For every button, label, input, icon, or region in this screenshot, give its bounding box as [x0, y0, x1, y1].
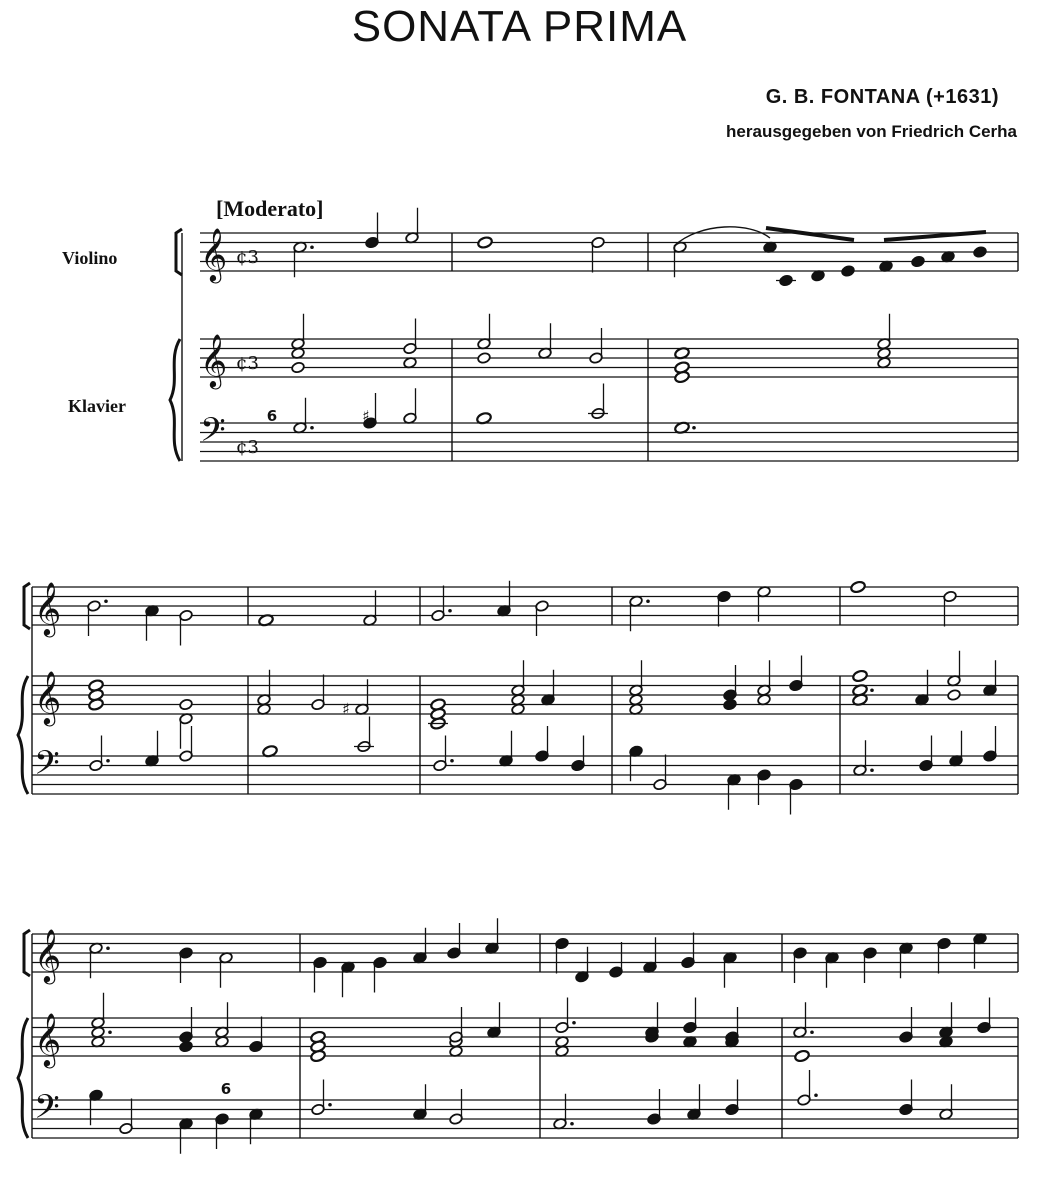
note [341, 961, 355, 997]
time-signature: ¢3 [236, 436, 259, 458]
augmentation-dot [108, 1030, 112, 1034]
bass-clef-icon: 𝄢 [34, 1088, 60, 1135]
piano-right-staff [32, 676, 1018, 714]
note [725, 1080, 739, 1116]
note [553, 1094, 567, 1130]
note [757, 660, 771, 696]
note [757, 769, 771, 805]
note [293, 398, 307, 434]
note [89, 1089, 103, 1125]
piano-left-staff [200, 423, 1018, 461]
note [179, 1118, 193, 1154]
note [852, 669, 868, 682]
note [673, 241, 687, 277]
note [449, 1089, 463, 1125]
note [431, 586, 445, 622]
augmentation-dot [106, 759, 110, 763]
note [653, 755, 667, 791]
note [313, 956, 327, 992]
note [293, 241, 307, 277]
note [717, 590, 731, 626]
note [179, 698, 193, 710]
note [841, 265, 855, 277]
bass-clef-icon: 𝄢 [34, 744, 60, 791]
augmentation-dot [570, 1122, 574, 1126]
notehead-icon [477, 352, 491, 364]
note [983, 726, 997, 762]
note [497, 581, 511, 617]
note [365, 213, 379, 249]
notehead-icon [179, 698, 193, 710]
notehead-icon [291, 361, 305, 373]
piano-right-staff [200, 339, 1018, 377]
augmentation-dot [310, 245, 314, 249]
note [311, 1080, 325, 1116]
note [535, 600, 549, 636]
note [219, 952, 233, 988]
note [977, 998, 991, 1034]
augmentation-dot [692, 426, 696, 430]
slur [674, 227, 770, 246]
beam [766, 228, 854, 240]
note [683, 998, 697, 1034]
note [354, 717, 374, 753]
note [555, 937, 569, 973]
note [609, 942, 623, 978]
note [973, 246, 987, 258]
note [511, 660, 525, 696]
sharp-icon: ♯ [342, 699, 350, 719]
note [249, 1108, 263, 1144]
note [939, 1084, 953, 1120]
note [413, 1084, 427, 1120]
note [794, 1049, 810, 1062]
augmentation-dot [810, 1030, 814, 1034]
note [487, 1002, 501, 1038]
note [797, 1070, 811, 1106]
note [776, 274, 796, 286]
note [355, 679, 369, 715]
note [413, 928, 427, 964]
note [179, 947, 193, 983]
instrument-label-piano: Klavier [68, 396, 126, 416]
treble-clef-icon: 𝄞 [34, 670, 62, 724]
note [937, 937, 951, 973]
note [983, 660, 997, 696]
note [485, 918, 499, 954]
note [291, 361, 305, 373]
note [588, 384, 608, 420]
note [91, 993, 105, 1029]
note [789, 656, 803, 692]
note [911, 255, 925, 267]
note [681, 933, 695, 969]
note [687, 1084, 701, 1120]
notehead-icon [852, 669, 868, 682]
note [899, 1080, 913, 1116]
treble-clef-icon: 𝄞 [200, 227, 228, 281]
notehead-icon [947, 689, 961, 701]
note [119, 1099, 133, 1135]
figured-bass-symbol: 6 [220, 1080, 232, 1098]
note [725, 1007, 739, 1043]
note [311, 675, 325, 711]
note [757, 586, 771, 622]
bracket-icon [176, 229, 182, 275]
note [477, 314, 491, 350]
treble-clef-icon: 𝄞 [34, 581, 62, 635]
note [249, 1017, 263, 1053]
note [89, 736, 103, 772]
time-signature: ¢3 [236, 352, 259, 374]
note [793, 1002, 807, 1038]
augmentation-dot [310, 426, 314, 430]
note [850, 580, 866, 593]
note [179, 609, 193, 645]
notehead-icon [973, 246, 987, 258]
note [591, 236, 605, 272]
note [575, 947, 589, 983]
note [89, 942, 103, 978]
note [179, 1007, 193, 1043]
note [793, 947, 807, 983]
treble-clef-icon: 𝄞 [200, 333, 228, 387]
note [723, 665, 737, 701]
augmentation-dot [448, 609, 452, 613]
note [291, 314, 305, 350]
note [145, 731, 159, 767]
notehead-icon [850, 580, 866, 593]
note [943, 590, 957, 626]
bracket-icon [24, 930, 30, 976]
note [363, 590, 377, 626]
augmentation-dot [814, 1093, 818, 1097]
augmentation-dot [328, 1103, 332, 1107]
note [535, 726, 549, 762]
instrument-label-violin: Violino [62, 248, 118, 268]
note [373, 956, 387, 992]
notehead-icon [477, 236, 493, 249]
note [645, 1002, 659, 1038]
piece-title: SONATA PRIMA [351, 2, 688, 51]
note [789, 778, 803, 814]
treble-clef-icon: 𝄞 [34, 928, 62, 982]
composer-credit: G. B. FONTANA (+1631) [765, 86, 999, 108]
note [447, 923, 461, 959]
note [87, 600, 101, 636]
note [257, 670, 271, 706]
note [477, 236, 493, 249]
note [433, 736, 447, 772]
bass-clef-icon: 𝄢 [200, 411, 226, 458]
editor-credit: herausgegeben von Friedrich Cerha [726, 122, 1017, 141]
note [215, 1002, 229, 1038]
note [877, 314, 891, 350]
note [629, 595, 643, 631]
note [915, 670, 929, 706]
note [629, 745, 643, 781]
note [571, 736, 585, 772]
time-signature: ¢3 [236, 246, 259, 268]
note [541, 670, 555, 706]
piano-left-staff [32, 756, 1018, 794]
note [643, 937, 657, 973]
brace-icon [18, 1018, 28, 1138]
notehead-icon [841, 265, 855, 277]
bracket-icon [24, 583, 30, 629]
note [477, 352, 491, 364]
treble-clef-icon: 𝄞 [34, 1012, 62, 1066]
augmentation-dot [450, 759, 454, 763]
note [555, 998, 569, 1034]
notehead-icon [911, 255, 925, 267]
note [647, 1089, 661, 1125]
note [899, 942, 913, 978]
note [403, 388, 417, 424]
note [973, 933, 987, 969]
augmentation-dot [572, 1021, 576, 1025]
note [215, 1113, 229, 1149]
note [899, 1007, 913, 1043]
augmentation-dot [106, 946, 110, 950]
note [919, 736, 933, 772]
note [853, 740, 867, 776]
note [629, 660, 643, 696]
figured-bass-symbol: ♯ [362, 407, 370, 425]
note [538, 323, 552, 359]
note [403, 319, 417, 355]
augmentation-dot [870, 768, 874, 772]
note [145, 605, 159, 641]
note [405, 208, 419, 244]
note [863, 947, 877, 983]
note [947, 689, 961, 701]
note [825, 952, 839, 988]
note [449, 1007, 463, 1043]
note [499, 731, 513, 767]
note [939, 1002, 953, 1038]
note [947, 651, 961, 687]
augmentation-dot [870, 688, 874, 692]
augmentation-dot [646, 599, 650, 603]
figured-bass-symbol: 6 [266, 407, 278, 425]
notehead-icon [794, 1049, 810, 1062]
note [727, 774, 741, 810]
tempo-marking: [Moderato] [216, 196, 324, 221]
brace-icon [18, 676, 28, 794]
brace-icon [170, 339, 180, 461]
note [949, 731, 963, 767]
augmentation-dot [104, 599, 108, 603]
note [589, 328, 603, 364]
note [723, 952, 737, 988]
